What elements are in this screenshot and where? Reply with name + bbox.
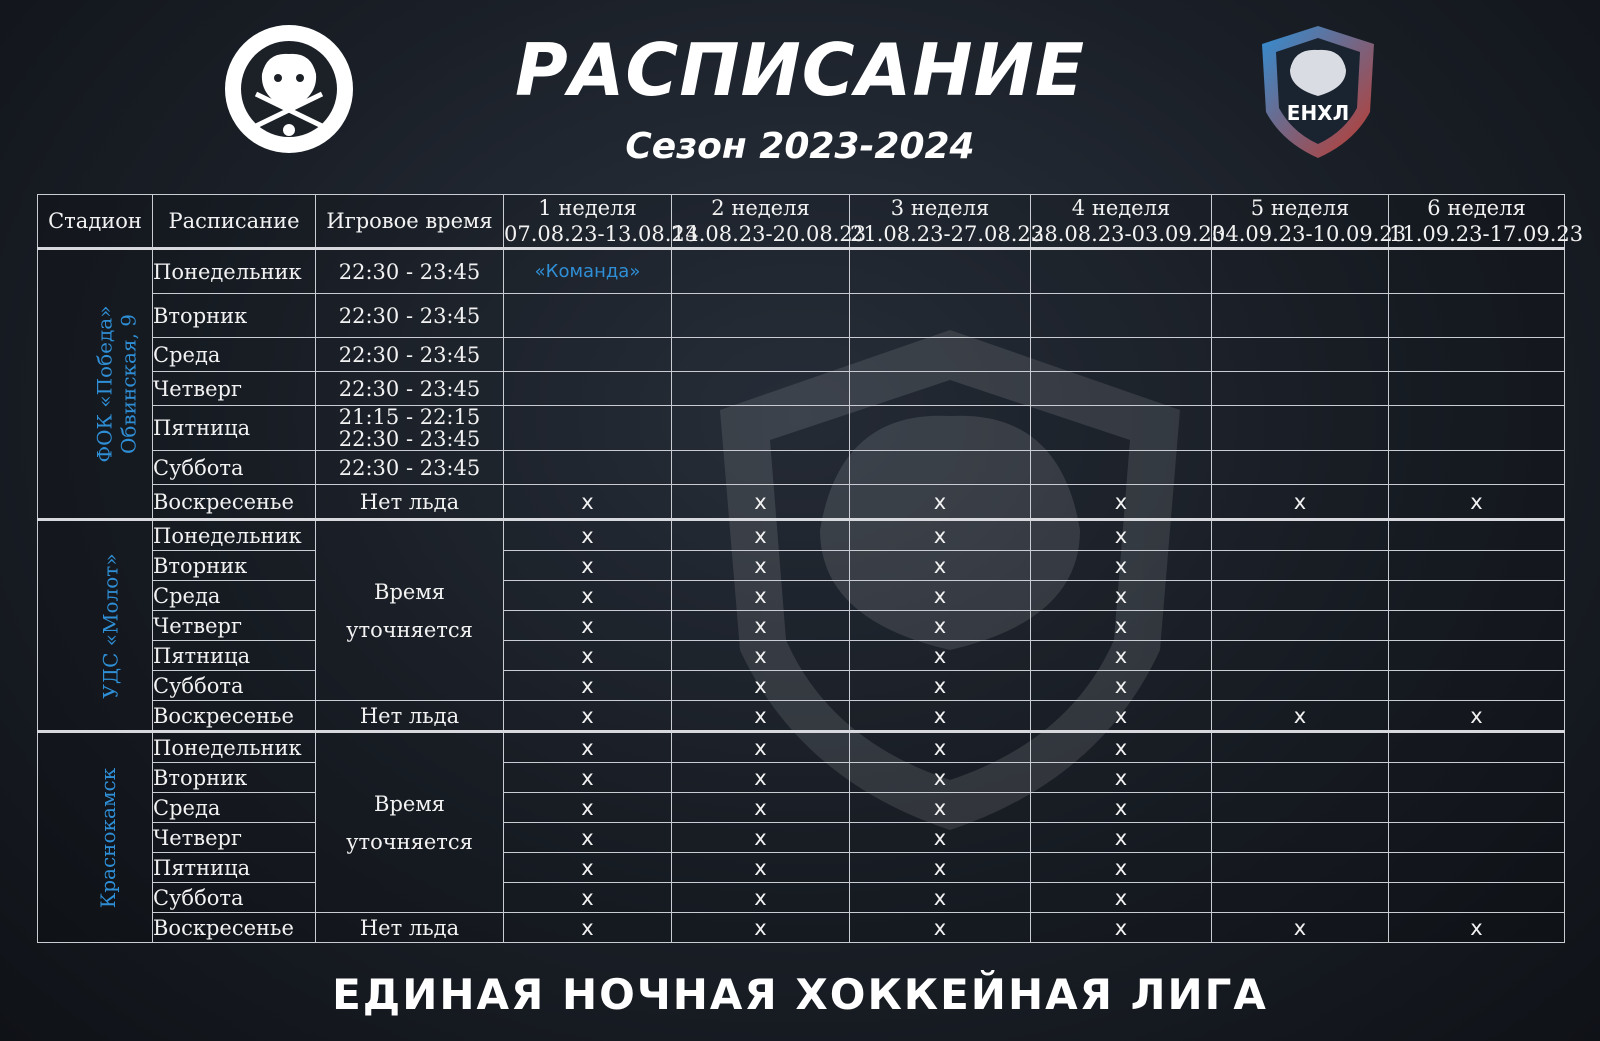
no-ice-mark: х — [1031, 732, 1212, 763]
empty-slot — [850, 372, 1031, 406]
empty-slot — [672, 294, 850, 338]
no-ice-mark: х — [504, 732, 672, 763]
time-line1: 21:15 - 22:15 — [338, 405, 481, 429]
table-row — [38, 451, 1565, 485]
no-ice-mark: х — [1031, 793, 1212, 823]
pending-line2: уточняется — [346, 829, 473, 854]
no-ice-mark: х — [672, 701, 850, 732]
empty-slot — [504, 372, 672, 406]
no-ice-mark: х — [672, 732, 850, 763]
empty-slot — [1389, 372, 1565, 406]
empty-slot — [850, 406, 1031, 451]
no-ice-mark: х — [504, 641, 672, 671]
week-dates: 21.08.23-27.08.23 — [850, 222, 1045, 246]
time-line1: 22:30 - 23:45 — [338, 376, 481, 401]
table-row — [38, 372, 1565, 406]
no-ice-mark: х — [850, 520, 1031, 551]
table-row — [38, 249, 1565, 294]
no-ice-mark: х — [1389, 485, 1565, 520]
week-dates: 14.08.23-20.08.23 — [672, 222, 867, 246]
time-cell — [316, 249, 504, 294]
empty-slot — [1212, 611, 1389, 641]
empty-slot — [1212, 823, 1389, 853]
venue-name-line1: Краснокамск — [96, 767, 121, 908]
time-cell — [316, 294, 504, 338]
no-ice-mark: х — [1212, 485, 1389, 520]
empty-slot — [504, 338, 672, 372]
empty-slot — [1212, 641, 1389, 671]
no-ice-mark: х — [672, 671, 850, 701]
empty-slot — [1212, 451, 1389, 485]
no-ice-mark: х — [504, 581, 672, 611]
table-row — [38, 338, 1565, 372]
no-ice-mark: х — [672, 520, 850, 551]
no-ice-mark: х — [850, 853, 1031, 883]
header-game-time: Игровое время — [316, 195, 504, 249]
time-line1: 22:30 - 23:45 — [338, 259, 481, 284]
empty-slot — [1212, 793, 1389, 823]
no-ice-mark: х — [1031, 883, 1212, 913]
no-ice-mark: х — [850, 485, 1031, 520]
empty-slot — [1212, 520, 1389, 551]
time-line1: 22:30 - 23:45 — [338, 342, 481, 367]
empty-slot — [1389, 581, 1565, 611]
day-cell: Четверг — [153, 611, 316, 641]
venue-name-line1: ФОК «Победа» — [92, 305, 117, 463]
no-ice-mark: х — [504, 883, 672, 913]
table-row — [38, 701, 1565, 732]
pending-line1: Время — [374, 791, 445, 816]
header-week-2 — [672, 195, 867, 249]
time-line1: Нет льда — [359, 489, 460, 514]
table-row — [38, 520, 1565, 551]
empty-slot — [1389, 763, 1565, 793]
week-label: 3 неделя — [890, 196, 990, 220]
day-cell: Четверг — [153, 372, 316, 406]
no-ice-mark: х — [850, 701, 1031, 732]
empty-slot — [1389, 520, 1565, 551]
day-cell: Суббота — [153, 451, 316, 485]
header-stadium: Стадион — [38, 195, 153, 249]
no-ice-mark: х — [504, 823, 672, 853]
time-cell — [316, 485, 504, 520]
team-slot: «Команда» — [504, 249, 672, 294]
empty-slot — [1212, 732, 1389, 763]
day-cell: Вторник — [153, 551, 316, 581]
no-ice-mark: х — [1031, 485, 1212, 520]
week-dates: 07.08.23-13.08.23 — [504, 222, 699, 246]
no-ice-mark: х — [504, 671, 672, 701]
no-ice-mark: х — [504, 853, 672, 883]
venue-name-line1: УДС «Молот» — [98, 552, 123, 699]
no-ice-mark: х — [1212, 913, 1389, 943]
pending-line1: Время — [374, 579, 445, 604]
no-ice-mark: х — [1031, 823, 1212, 853]
no-ice-mark: х — [504, 485, 672, 520]
table-row — [38, 853, 1565, 883]
no-ice-mark: х — [1212, 701, 1389, 732]
no-ice-mark: х — [1031, 853, 1212, 883]
no-ice-mark: х — [504, 701, 672, 732]
empty-slot — [1212, 581, 1389, 611]
header-week-5 — [1212, 195, 1407, 249]
day-cell: Вторник — [153, 294, 316, 338]
table-row — [38, 883, 1565, 913]
no-ice-mark: х — [504, 763, 672, 793]
empty-slot — [1031, 294, 1212, 338]
empty-slot — [1212, 294, 1389, 338]
table-row — [38, 581, 1565, 611]
day-cell: Среда — [153, 581, 316, 611]
week-label: 6 неделя — [1427, 196, 1526, 220]
no-ice-mark: х — [850, 641, 1031, 671]
no-ice-mark: х — [850, 763, 1031, 793]
enhl-logo-text: ЕНХЛ — [1286, 101, 1350, 125]
table-row — [38, 671, 1565, 701]
empty-slot — [1212, 249, 1389, 294]
time-line1: Нет льда — [359, 915, 460, 940]
no-ice-mark: х — [850, 611, 1031, 641]
empty-slot — [672, 406, 850, 451]
no-ice-mark: х — [850, 793, 1031, 823]
no-ice-mark: х — [504, 913, 672, 943]
no-ice-mark: х — [504, 551, 672, 581]
page-title: РАСПИСАНИЕ — [514, 28, 1086, 112]
time-line2: 22:30 - 23:45 — [338, 427, 481, 451]
no-ice-mark: х — [1031, 641, 1212, 671]
empty-slot — [1212, 763, 1389, 793]
empty-slot — [1212, 671, 1389, 701]
day-cell: Пятница — [153, 853, 316, 883]
venue-group — [38, 732, 1565, 943]
empty-slot — [1389, 732, 1565, 763]
day-cell: Воскресенье — [153, 913, 316, 943]
no-ice-mark: х — [850, 883, 1031, 913]
empty-slot — [1031, 338, 1212, 372]
empty-slot — [1389, 338, 1565, 372]
week-label: 5 неделя — [1250, 196, 1350, 220]
venue-group — [38, 249, 1565, 520]
time-cell — [316, 451, 504, 485]
day-cell: Понедельник — [153, 249, 316, 294]
day-cell: Среда — [153, 338, 316, 372]
empty-slot — [672, 372, 850, 406]
venue-name — [38, 732, 153, 943]
time-cell — [316, 338, 504, 372]
table-row — [38, 823, 1565, 853]
time-pending-cell — [316, 520, 504, 701]
empty-slot — [504, 406, 672, 451]
time-line1: 22:30 - 23:45 — [338, 303, 481, 328]
venue-group — [38, 520, 1565, 732]
table-row — [38, 763, 1565, 793]
header-schedule: Расписание — [153, 195, 316, 249]
no-ice-mark: х — [1389, 701, 1565, 732]
no-ice-mark: х — [672, 581, 850, 611]
header-week-4 — [1031, 195, 1226, 249]
no-ice-mark: х — [504, 793, 672, 823]
table-row — [38, 406, 1565, 451]
day-cell: Воскресенье — [153, 485, 316, 520]
season-subtitle: Сезон 2023-2024 — [625, 126, 975, 167]
time-cell — [316, 406, 504, 451]
header-week-6 — [1389, 195, 1584, 249]
day-cell: Среда — [153, 793, 316, 823]
table-row — [38, 611, 1565, 641]
week-label: 1 неделя — [538, 196, 637, 220]
table-row — [38, 732, 1565, 763]
no-ice-mark: х — [672, 641, 850, 671]
empty-slot — [1212, 551, 1389, 581]
no-ice-mark: х — [1031, 913, 1212, 943]
no-ice-mark: х — [1031, 581, 1212, 611]
no-ice-mark: х — [850, 551, 1031, 581]
no-ice-mark: х — [1031, 520, 1212, 551]
table-row — [38, 793, 1565, 823]
day-cell: Суббота — [153, 671, 316, 701]
no-ice-mark: х — [672, 793, 850, 823]
empty-slot — [1212, 372, 1389, 406]
empty-slot — [1389, 551, 1565, 581]
empty-slot — [504, 451, 672, 485]
day-cell: Четверг — [153, 823, 316, 853]
no-ice-mark: х — [850, 732, 1031, 763]
no-ice-mark: х — [672, 853, 850, 883]
no-ice-mark: х — [672, 913, 850, 943]
no-ice-mark: х — [850, 671, 1031, 701]
empty-slot — [1389, 294, 1565, 338]
no-ice-mark: х — [850, 581, 1031, 611]
empty-slot — [1389, 249, 1565, 294]
day-cell: Вторник — [153, 763, 316, 793]
day-cell: Понедельник — [153, 732, 316, 763]
no-ice-mark: х — [1389, 913, 1565, 943]
empty-slot — [1389, 823, 1565, 853]
venue-name — [38, 520, 153, 732]
day-cell: Суббота — [153, 883, 316, 913]
empty-slot — [850, 451, 1031, 485]
empty-slot — [1389, 883, 1565, 913]
empty-slot — [1031, 406, 1212, 451]
no-ice-mark: х — [850, 913, 1031, 943]
venue-name-line2: Обвинская, 9 — [116, 313, 141, 455]
week-dates: 11.09.23-17.09.23 — [1389, 222, 1584, 246]
header-week-3 — [850, 195, 1045, 249]
table-row — [38, 551, 1565, 581]
day-cell: Пятница — [153, 406, 316, 451]
week-label: 2 неделя — [711, 196, 810, 220]
empty-slot — [504, 294, 672, 338]
schedule-table — [37, 194, 1584, 943]
week-label: 4 неделя — [1071, 196, 1171, 220]
no-ice-mark: х — [672, 611, 850, 641]
table-row — [38, 294, 1565, 338]
day-cell: Пятница — [153, 641, 316, 671]
empty-slot — [1389, 853, 1565, 883]
empty-slot — [1212, 853, 1389, 883]
time-pending-cell — [316, 732, 504, 913]
no-ice-mark: х — [672, 763, 850, 793]
venue-name — [38, 249, 153, 520]
time-line1: Нет льда — [359, 703, 460, 728]
empty-slot — [1389, 451, 1565, 485]
no-ice-mark: х — [1031, 611, 1212, 641]
header-week-1 — [504, 195, 699, 249]
empty-slot — [1389, 611, 1565, 641]
empty-slot — [672, 249, 850, 294]
pending-line2: уточняется — [346, 617, 473, 642]
header-row — [38, 195, 1565, 249]
empty-slot — [850, 294, 1031, 338]
no-ice-mark: х — [850, 823, 1031, 853]
day-cell: Воскресенье — [153, 701, 316, 732]
table-row — [38, 485, 1565, 520]
no-ice-mark: х — [672, 485, 850, 520]
league-footer: ЕДИНАЯ НОЧНАЯ ХОККЕЙНАЯ ЛИГА — [332, 970, 1268, 1019]
empty-slot — [1212, 338, 1389, 372]
week-dates: 28.08.23-03.09.23 — [1031, 222, 1226, 246]
day-cell: Понедельник — [153, 520, 316, 551]
empty-slot — [1389, 406, 1565, 451]
no-ice-mark: х — [1031, 671, 1212, 701]
empty-slot — [672, 451, 850, 485]
table-row — [38, 641, 1565, 671]
no-ice-mark: х — [672, 883, 850, 913]
week-dates: 04.09.23-10.09.23 — [1212, 222, 1407, 246]
time-line1: 22:30 - 23:45 — [338, 455, 481, 480]
no-ice-mark: х — [504, 611, 672, 641]
empty-slot — [1212, 406, 1389, 451]
empty-slot — [850, 249, 1031, 294]
empty-slot — [1389, 793, 1565, 823]
no-ice-mark: х — [1031, 763, 1212, 793]
no-ice-mark: х — [672, 823, 850, 853]
no-ice-mark: х — [672, 551, 850, 581]
empty-slot — [1389, 641, 1565, 671]
empty-slot — [1212, 883, 1389, 913]
no-ice-mark: х — [1031, 701, 1212, 732]
empty-slot — [672, 338, 850, 372]
empty-slot — [1389, 671, 1565, 701]
empty-slot — [1031, 249, 1212, 294]
time-cell — [316, 372, 504, 406]
empty-slot — [1031, 451, 1212, 485]
time-cell — [316, 701, 504, 732]
no-ice-mark: х — [1031, 551, 1212, 581]
empty-slot — [1031, 372, 1212, 406]
table-row — [38, 913, 1565, 943]
empty-slot — [850, 338, 1031, 372]
no-ice-mark: х — [504, 520, 672, 551]
time-cell — [316, 913, 504, 943]
